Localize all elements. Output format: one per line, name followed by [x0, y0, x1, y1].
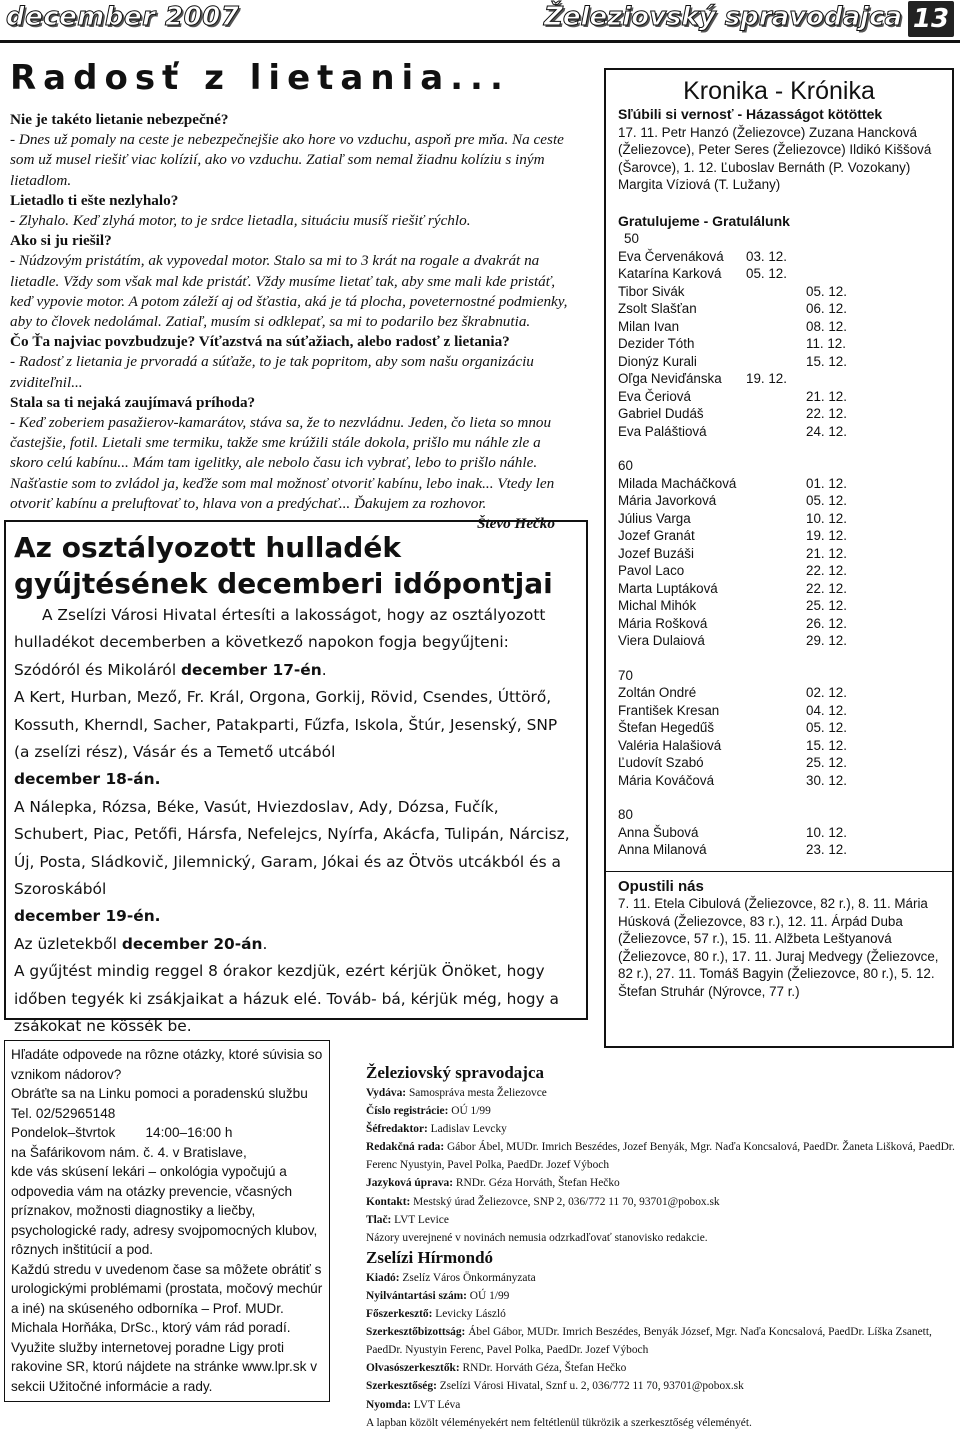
article-signature: Števo Hečko — [476, 515, 555, 533]
birthday-row — [618, 510, 940, 528]
cancer-helpline-box — [4, 1040, 330, 1402]
imprint-separator: : — [444, 1105, 452, 1118]
imprint-value: LVT Levice — [394, 1213, 449, 1226]
imprint-separator: : — [406, 1195, 414, 1208]
imprint-key: Olvasószerkesztők — [366, 1362, 456, 1375]
imprint-entry — [366, 1323, 958, 1359]
birthday-name: Zoltán Ondré — [618, 685, 697, 700]
question: Nie je takéto lietanie nebezpečné? — [10, 111, 229, 128]
birthday-row — [618, 545, 940, 563]
imprint-key: Szerkesztőbizottság — [366, 1326, 462, 1339]
birthday-name: Eva Paláštiová — [618, 423, 707, 439]
imprint-separator: : — [424, 1123, 431, 1136]
answer: - Radosť z lietania je prvoradá a súťaže, to je tak popritom, aby som našu organizáciu zviditeľnil... — [10, 353, 534, 391]
birthday-date: 08. 12. — [806, 318, 847, 334]
imprint-value: RNDr. Horváth Géza, Štefan Hečko — [462, 1362, 627, 1375]
chronicle-title: Kronika - Krónika — [683, 77, 875, 105]
birthday-name: Zsolt Slašťan — [618, 301, 697, 316]
waste-title: Az osztályozott hulladék gyűjtésének decemberi időpontjai — [14, 531, 553, 600]
birthday-row — [618, 824, 940, 842]
birthday-row — [618, 737, 940, 755]
imprint-hu-title: Zselízi Hírmondó — [366, 1247, 494, 1267]
header-rule — [0, 40, 960, 43]
waste-body — [14, 602, 574, 1041]
birthday-name: Katarína Karková — [618, 266, 722, 281]
article-body — [10, 110, 575, 534]
waste-date-2: december 18-án. — [14, 770, 161, 789]
birthday-name: Viera Dulaiová — [618, 633, 705, 648]
birthday-date: 19. 12. — [746, 371, 787, 386]
birthday-row — [618, 632, 940, 650]
imprint-value: Samospráva mesta Želiezovce — [408, 1087, 547, 1099]
imprint-key: Šéfredaktor — [366, 1123, 424, 1136]
birthday-name: Tibor Sivák — [618, 283, 685, 299]
birthday-date: 23. 12. — [806, 842, 847, 857]
imprint-entry — [366, 1102, 958, 1120]
imprint-separator: : — [407, 1398, 414, 1411]
waste-date-4: Az üzletekből december 20-án. — [14, 934, 268, 953]
imprint-key: Kiadó — [366, 1271, 396, 1284]
birthday-name: Mária Kováčová — [618, 772, 715, 788]
birthday-name: Milada Macháčková — [618, 475, 737, 491]
birthday-name: Mária Rošková — [618, 615, 708, 631]
birthday-row — [618, 248, 940, 266]
birthday-row — [618, 615, 940, 633]
question: Lietadlo ti ešte nezlyhalo? — [10, 191, 179, 209]
birthday-date: 30. 12. — [806, 772, 847, 788]
imprint-separator: : — [433, 1380, 440, 1393]
imprint-hu-list — [366, 1269, 958, 1414]
birthday-date: 29. 12. — [806, 633, 847, 648]
group-spacer — [618, 650, 940, 667]
waste-collection-box — [4, 520, 588, 1036]
birthday-row — [618, 475, 940, 493]
birthday-row — [618, 684, 940, 702]
imprint-value: RNDr. Géza Horváth, Štefan Hečko — [455, 1177, 620, 1190]
imprint-separator: : — [402, 1087, 409, 1099]
helpline-phone: Tel. 02/52965148 — [11, 1105, 116, 1121]
birthday-row — [618, 492, 940, 510]
waste-streets-1: A Kert, Hurban, Mező, Fr. Král, Orgona, Gorkij, Rövid, Csendes, Úttörő, Kossuth, Kherndl, Sacher, Patakparti, Fűzfa, Iskola, Štúr, Jesenský, SNP (a zselízi rész), Vásár és a Temető utcából — [14, 688, 558, 762]
birthday-date: 25. 12. — [806, 598, 847, 613]
answer: - Zlyhalo. Keď zlyhá motor, to je srdce lietadla, situáciu musíš riešiť rýchlo. — [10, 212, 471, 230]
deaths-text: 7. 11. Etela Cibulová (Želiezovce, 82 r.), 8. 11. Mária Húsková (Želiezovce, 83 r.), 12. 11. Árpád Duba (Želiezovce, 57 r.), 15. 11. Alžbeta Leštyanová (Želiezovce, 80 r.), 17. 11. Juraj Medvegy (Želiezovce, 82 r.), 27. 11. Tomáš Bagyin (Želiezovce, 80 r.), 5. 12. Štefan Struhár (Nýrovce, 77 r.) — [618, 896, 939, 999]
imprint-entry — [366, 1377, 958, 1395]
age-group-label: 60 — [618, 458, 633, 473]
waste-intro: A Zselízi Városi Hivatal értesíti a lakosságot, hogy az osztályozott hulladékot decemberben a következő napokon fogja begyűjteni: — [14, 606, 546, 652]
birthday-row — [618, 335, 940, 353]
birthday-date: 05. 12. — [806, 493, 847, 508]
birthday-name: Michal Mihók — [618, 598, 697, 613]
birthday-name: Dionýz Kurali — [618, 353, 697, 369]
question: Čo Ťa najviac povzbudzuje? Víťazstvá na súťažiach, alebo radosť z lietania? — [10, 333, 510, 351]
imprint-key: Főszerkesztő — [366, 1308, 429, 1321]
imprint-entry — [366, 1359, 958, 1377]
birthday-date: 02. 12. — [806, 685, 847, 700]
imprint-value: OÚ 1/99 — [451, 1105, 491, 1118]
birthday-name: Anna Milanová — [618, 842, 707, 857]
question: Ako si ju riešil? — [10, 232, 112, 250]
birthday-row — [618, 772, 940, 790]
imprint-sk-title: Železiovský spravodajca — [366, 1063, 545, 1082]
birthday-name: Štefan Hegedűš — [618, 720, 715, 735]
birthday-date: 22. 12. — [806, 563, 847, 578]
imprint-separator: : — [440, 1141, 448, 1154]
imprint-separator: : — [449, 1177, 456, 1190]
imprint-entry — [366, 1138, 958, 1174]
waste-date-3: december 19-én. — [14, 907, 161, 926]
age-group-label: 50 — [624, 231, 639, 246]
helpline-line: Obráťte sa na Linku pomoci a poradenskú službu — [11, 1086, 308, 1101]
birthday-name: Dezider Tóth — [618, 336, 695, 351]
birthday-date: 22. 12. — [806, 406, 847, 421]
deaths-title: Opustili nás — [618, 877, 704, 895]
birthday-name: František Kresan — [618, 702, 720, 718]
helpline-line: Každú stredu v uvedenom čase sa môžete obrátiť s urologickými problémami (prostata, močový mechúr a iné) na skúseného odborníka – Prof. MUDr. Michala Horňáka, DrSc., ktorý vám rád poradí. — [11, 1261, 323, 1335]
birthday-row — [618, 754, 940, 772]
imprint-separator: : — [428, 1308, 436, 1321]
imprint-key: Tlač — [366, 1213, 388, 1226]
answer: - Núdzovým pristátím, ak vypovedal motor. Stalo sa mi to 3 krát na rogale a dvakrát na lietadle. Vždy som však mal kde pristáť. Vždy musíme lietať tak, aby sme mali kde pristáť, keď vypovie motor. A potom záleží aj od šťastia, aká je tá plocha, poveternostné podmienky, aby to človek nedolámal. Zatiaľ, musím si odklepať, sa mi to podarilo bez škrabnutia. — [10, 252, 568, 331]
birthday-date: 03. 12. — [746, 248, 787, 264]
birthday-row — [618, 283, 940, 301]
weddings-text: 17. 11. Petr Hanzó (Želiezovce) Zuzana Hancková (Želiezovce), Peter Seres (Želiezovce) Ildikó Kiššová (Šarovce), 1. 12. Ľuboslav Bernáth (P. Vozokany) Margita Víziová (T. Lužany) — [618, 124, 932, 192]
imprint-entry — [366, 1269, 958, 1287]
birthday-date: 04. 12. — [806, 702, 847, 718]
imprint-entry — [366, 1084, 958, 1102]
birthday-name: Milan Ivan — [618, 318, 680, 334]
imprint-entry — [366, 1120, 958, 1138]
birthday-row — [618, 370, 940, 388]
birthday-row — [618, 423, 940, 441]
page-number: 13 — [908, 1, 954, 37]
imprint-key: Vydáva — [366, 1087, 403, 1099]
birthday-date: 22. 12. — [806, 580, 847, 596]
imprint-key: Nyomda — [366, 1398, 408, 1411]
imprint-value: Gábor Ábel, MUDr. Imrich Beszédes, Jozef Benyák, Mgr. Naďa Koncsalová, PaedDr. Žaneta Lišková, PaedDr. Ferenc Nyustyin, Pavel Polka, PaedDr. Jozef Výboch — [366, 1141, 955, 1172]
birthday-name: Mária Javorková — [618, 493, 717, 508]
imprint-entry — [366, 1305, 958, 1323]
age-group-label: 80 — [618, 807, 633, 822]
newspaper-name: Železiovský spravodajca — [544, 2, 902, 32]
imprint-separator: : — [395, 1271, 403, 1284]
birthday-name: Pavol Laco — [618, 563, 685, 578]
group-spacer — [618, 440, 940, 457]
imprint-key: Číslo registrácie — [366, 1105, 445, 1118]
helpline-line: na Šafárikovom nám. č. 4. v Bratislave, — [11, 1144, 247, 1160]
birthday-row — [618, 597, 940, 615]
birthday-date: 11. 12. — [806, 336, 846, 351]
birthday-row — [618, 562, 940, 580]
imprint-value: Ladislav Levcky — [430, 1123, 507, 1136]
birthday-date: 10. 12. — [806, 824, 847, 840]
imprint-key: Szerkesztőség — [366, 1380, 434, 1393]
congrats-groups — [618, 230, 940, 859]
birthday-date: 24. 12. — [806, 423, 847, 439]
birthday-name: Jozef Buzáši — [618, 545, 694, 561]
question: Stala sa ti nejaká zaujímavá príhoda? — [10, 393, 256, 411]
birthday-row — [618, 353, 940, 371]
helpline-line: Využite služby internetovej poradne Ligy proti rakovine SR, ktorú nájdete na stránke www.lpr.sk v sekcii Užitočné informácie a rady. — [11, 1339, 317, 1394]
birthday-name: Valéria Halašiová — [618, 737, 722, 753]
imprint-key: Jazyková úprava — [366, 1177, 450, 1190]
birthday-name: Ľudovít Szabó — [618, 755, 704, 770]
birthday-date: 05. 12. — [806, 283, 847, 299]
imprint-entry — [366, 1396, 958, 1414]
congrats-title: Gratulujeme - Gratulálunk — [618, 212, 790, 229]
birthday-row — [618, 841, 940, 859]
imprint-entry — [366, 1193, 958, 1211]
imprint-value: Mestský úrad Želiezovce, SNP 2, 036/772 11 70, 93701@pobox.sk — [413, 1195, 720, 1208]
birthday-name: Július Varga — [618, 510, 691, 526]
birthday-name: Oľga Neviďánska — [618, 371, 722, 386]
birthday-date: 05. 12. — [746, 266, 787, 281]
imprint-entry — [366, 1174, 958, 1192]
imprint-entry — [366, 1211, 958, 1229]
imprint-value: Ábel Gábor, MUDr. Imrich Beszédes, Benyák József, Mgr. Naďa Koncsalová, PaedDr. Líška Zsanett, PaedDr. Nyustyin Ferenc, Pavel Polka, PaedDr. Jozef Výboch — [366, 1326, 932, 1357]
birthday-date: 21. 12. — [806, 545, 847, 561]
birthday-name: Anna Šubová — [618, 824, 699, 840]
article-title: Radosť z lietania... — [10, 58, 510, 98]
birthday-date: 01. 12. — [806, 475, 847, 491]
imprint-value: LVT Léva — [413, 1398, 461, 1411]
imprint-separator: : — [463, 1289, 470, 1302]
birthday-date: 05. 12. — [806, 720, 847, 735]
birthday-name: Eva Čeriová — [618, 388, 691, 404]
helpline-hours: Pondelok–štvrtok 14:00–16:00 h — [11, 1125, 233, 1140]
imprint-value: Zselízi Városi Hivatal, Sznf u. 2, 036/772 11 70, 93701@pobox.sk — [439, 1380, 744, 1393]
birthday-row — [618, 405, 940, 423]
imprint-separator: : — [461, 1326, 469, 1339]
birthday-date: 26. 12. — [806, 615, 847, 631]
birthday-row — [618, 388, 940, 406]
imprint-value: OÚ 1/99 — [469, 1289, 510, 1302]
birthday-row — [618, 265, 940, 283]
birthday-date: 10. 12. — [806, 510, 847, 526]
imprint-value: Levicky László — [435, 1308, 506, 1321]
birthday-date: 15. 12. — [806, 737, 847, 753]
group-spacer — [618, 789, 940, 806]
birthday-row — [618, 719, 940, 737]
helpline-line: Hľadáte odpovede na rôzne otázky, ktoré súvisia so vznikom nádorov? — [11, 1047, 323, 1082]
birthday-date: 21. 12. — [806, 388, 847, 404]
imprint-key: Redakčná rada — [366, 1141, 441, 1154]
birthday-row — [618, 580, 940, 598]
imprint — [366, 1062, 958, 1432]
birthday-name: Jozef Granát — [618, 528, 695, 543]
birthday-row — [618, 702, 940, 720]
helpline-line: kde vás skúsení lekári – onkológia vypočujú a odpovedia vám na otázky prevencie, včasných príznakov, možnosti diagnostiky a liečby, psychologické rady, adresy svojpomocných klubov, rôznych inštitúcií a pod. — [11, 1164, 318, 1257]
waste-date-1: Szódóról és Mikoláról december 17-én. — [14, 660, 327, 679]
imprint-value: Zselíz Város Önkormányzata — [402, 1271, 536, 1284]
birthday-date: 15. 12. — [806, 353, 847, 369]
imprint-separator: : — [455, 1362, 463, 1375]
waste-closing: A gyűjtést mindig reggel 8 órakor kezdjük, ezért kérjük Önöket, hogy időben tegyék ki zsákjaikat a házuk elé. Továb- bá, kérjük még, hogy a zsákokat ne kössék be. — [14, 962, 559, 1036]
imprint-key: Nyilvántartási szám — [366, 1289, 464, 1302]
birthday-date: 25. 12. — [806, 755, 847, 770]
imprint-hu-note: A lapban közölt véleményekért nem feltétlenül tükrözik a szerkesztőség véleményét. — [366, 1416, 752, 1429]
imprint-separator: : — [387, 1213, 395, 1226]
imprint-entry — [366, 1287, 958, 1305]
birthday-name: Eva Červenáková — [618, 248, 724, 264]
birthday-date: 19. 12. — [806, 528, 847, 543]
birthday-row — [618, 300, 940, 318]
birthday-name: Gabriel Dudáš — [618, 406, 704, 421]
birthday-date: 06. 12. — [806, 301, 847, 316]
waste-streets-2: A Nálepka, Rózsa, Béke, Vasút, Hviezdoslav, Ady, Dózsa, Fučík, Schubert, Piac, Petőfi, Hársfa, Nefelejcs, Nyírfa, Akácfa, Tulipán, Nárcisz, Új, Posta, Sládkovič, Jilemnický, Garam, Jókai és az Ötvös utcákból és a Szoroskából — [14, 797, 570, 899]
chronicle-box — [604, 68, 954, 1048]
weddings-title: Sľúbili si vernosť - Házasságot kötöttek — [618, 106, 883, 122]
answer: - Keď zoberiem pasažierov-kamarátov, stáva sa, že to nezvládnu. Jeden, čo lieta so mnou častejšie, fotil. Lietali sme termiku, takže sme krúžili stále dokola, prišlo mu náhle zle a skoro celú kabínu... Mám tam igelitky, ale nebolo času ich vybrať, lebo to prišlo náhle. Našťastie som to zvládol ja, keďže som mal možnosť otvoriť kabínu, lebo inak... Vtedy len otvoriť kabínu a preluftovať to, hlava von a predýchať... Ďakujem za rozhovor. — [10, 414, 555, 512]
birthday-row — [618, 527, 940, 545]
age-group-label: 70 — [618, 667, 633, 683]
birthday-name: Marta Luptáková — [618, 580, 718, 596]
imprint-sk-list — [366, 1084, 958, 1229]
issue-date: december 2007 — [6, 2, 240, 32]
imprint-key: Kontakt — [366, 1195, 407, 1208]
birthday-row — [618, 318, 940, 336]
answer: - Dnes už pomaly na ceste je nebezpečnejšie ako hore vo vzduchu, aspoň pre mňa. Na ceste som už musel riešiť viac kolízií, ako vo vzduchu. Zatiaľ som nemal žiadnu kolíziu s iným lietadlom. — [10, 131, 564, 189]
chronicle-divider — [606, 871, 952, 872]
imprint-sk-note: Názory uverejnené v novinách nemusia odzrkadľovať stanovisko redakcie. — [366, 1231, 708, 1244]
